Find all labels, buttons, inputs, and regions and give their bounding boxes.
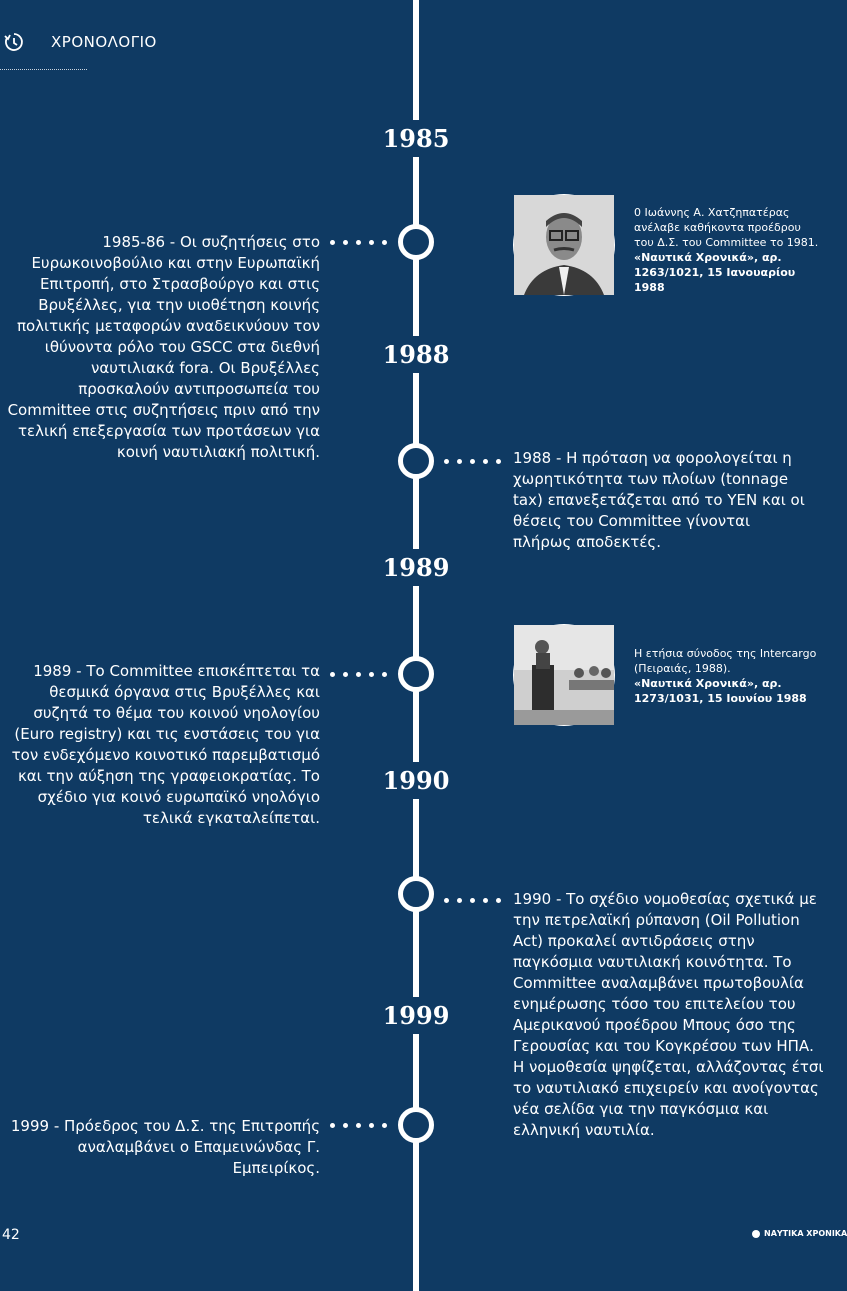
caption-text: 0 Ιωάννης Α. Χατζηπατέρας ανέλαβε καθήκοντα προέδρου του Δ.Σ. του Committee το 1981. [634, 206, 819, 249]
timeline-node [398, 1107, 434, 1143]
clock-icon [4, 32, 24, 52]
timeline-node [398, 876, 434, 912]
timeline-entry-1989: 1989 - Το Committee επισκέπτεται τα θεσμικά όργανα στις Βρυξέλλες και συζητά το θέμα του κοινού νηολογίου (Euro registry) και τις ενστάσεις του για τον ενδεχόμενο κοινοτικό παρεμβατισμό και την αύξηση της γραφειοκρατίας. Το σχέδιο για κοινό ευρωπαϊκό νηολόγιο τελικά εγκαταλείπεται. [11, 662, 320, 827]
meeting-photo [513, 624, 615, 726]
timeline-entry-1985: 1985-86 - Οι συζητήσεις στο Ευρωκοινοβούλιο και στην Ευρωπαϊκή Επιτροπή, στο Στρασβούργο και στις Βρυξέλλες, για την υιοθέτηση κοινής πολιτικής μεταφορών αναδεικνύουν τον ιθύνοντα ρόλο του GSCC στα διεθνή ναυτιλιακά fora. Οι Βρυξέλλες προσκαλούν αντιπροσωπεία του Committee στις συζητήσεις πριν από την τελική επεξεργασία των προτάσεων για κοινή ναυτιλιακή πολιτική. [7, 233, 320, 461]
page-number: 42 [2, 1227, 20, 1243]
timeline-node [398, 656, 434, 692]
timeline-entry-1990: 1990 - Το σχέδιο νομοθεσίας σχετικά με την πετρελαϊκή ρύπανση (Oil Pollution Act) προκαλεί αντιδράσεις στην παγκόσμια ναυτιλιακή κοινότητα. Το Committee αναλαμβάνει πρωτοβουλία ενημέρωσης τόσο του επιτελείου του Αμερικανού προέδρου Μπους όσο της Γερουσίας και του Κογκρέσου των ΗΠΑ. Η νομοθεσία ψηφίζεται, αλλάζοντας έτσι το ναυτιλιακό επιχειρείν και ανοίγοντας νέα σελίδα για την παγκόσμια και ελληνική ναυτιλία. [513, 890, 824, 1139]
dot-connector [444, 459, 501, 464]
timeline-spine [413, 0, 419, 1291]
caption-text: Η ετήσια σύνοδος της Intercargo (Πειραιάς, 1988). [634, 647, 817, 675]
year-label-1990: 1990 [356, 762, 476, 799]
year-label-1988: 1988 [356, 336, 476, 373]
caption-source: «Ναυτικά Χρονικά», αρ. 1273/1031, 15 Ιουνίου 1988 [634, 677, 807, 705]
dot-connector [330, 672, 387, 677]
section-title: ΧΡΟΝΟΛΟΓΙΟ [51, 33, 157, 51]
year-label-1985: 1985 [356, 120, 476, 157]
brand-footer [752, 1229, 847, 1238]
dot-connector [444, 898, 501, 903]
brand-name: ΝΑΥΤΙΚΑ ΧΡΟΝΙΚΑ [764, 1229, 847, 1238]
year-label-1999: 1999 [356, 997, 476, 1034]
timeline-node [398, 443, 434, 479]
timeline-entry-1988: 1988 - Η πρόταση να φορολογείται η χωρητικότητα των πλοίων (tonnage tax) επανεξετάζεται από το ΥΕΝ και οι θέσεις του Committee γίνονται πλήρως αποδεκτές. [513, 449, 805, 551]
timeline-node [398, 224, 434, 260]
caption-source: «Ναυτικά Χρονικά», αρ. 1263/1021, 15 Ιανουαρίου 1988 [634, 251, 796, 294]
timeline-entry-1999: 1999 - Πρόεδρος του Δ.Σ. της Επιτροπής αναλαμβάνει ο Επαμεινώνδας Γ. Εμπειρίκος. [10, 1117, 320, 1177]
portrait-photo [513, 194, 615, 296]
photo-caption [634, 205, 824, 295]
photo-caption [634, 646, 826, 706]
dot-connector [330, 240, 387, 245]
header-divider [0, 69, 87, 70]
year-label-1989: 1989 [356, 549, 476, 586]
dot-connector [330, 1123, 387, 1128]
bullet-icon [752, 1230, 760, 1238]
